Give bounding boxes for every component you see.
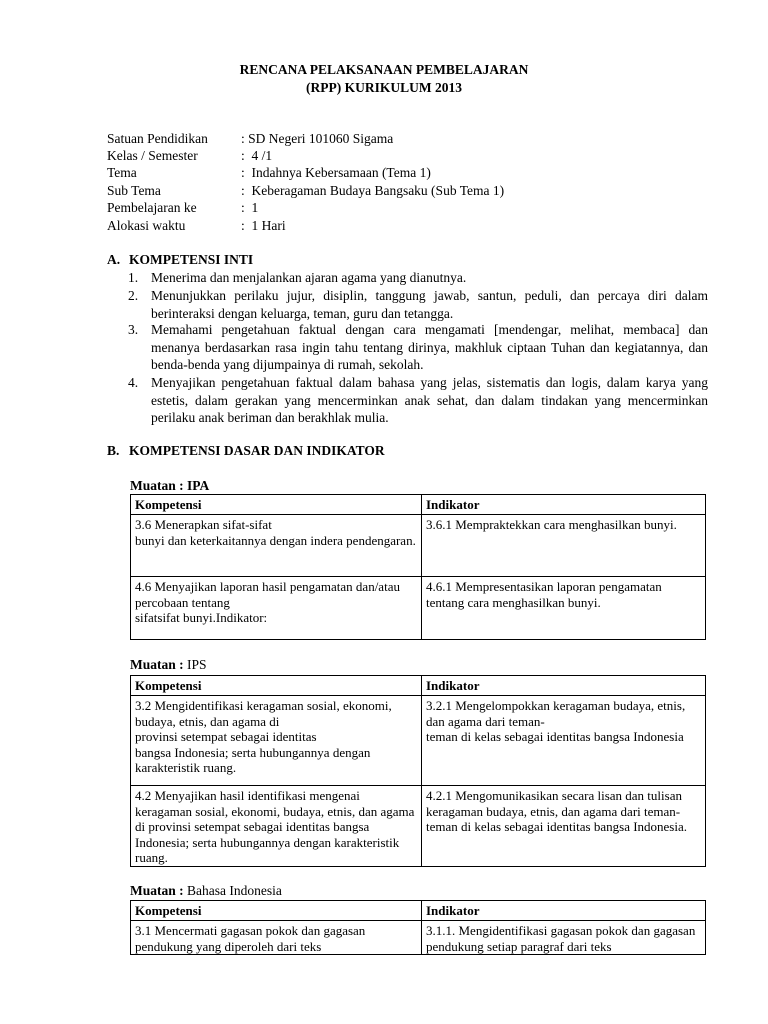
list-number: 1. xyxy=(128,270,139,285)
table-header-row xyxy=(131,901,706,921)
identity-label: Pembelajaran ke xyxy=(107,200,197,215)
list-number: 3. xyxy=(128,322,139,337)
muatan-label: Muatan : xyxy=(130,478,184,493)
muatan-bindo-label xyxy=(130,883,282,899)
column-header-kompetensi: Kompetensi xyxy=(131,676,422,696)
kompetensi-cell: 3.6 Menerapkan sifat-sifat bunyi dan keterkaitannya dengan indera pendengaran. xyxy=(131,515,422,577)
indikator-cell: 4.6.1 Mempresentasikan laporan pengamatan tentang cara menghasilkan bunyi. xyxy=(422,577,706,640)
column-header-kompetensi: Kompetensi xyxy=(131,495,422,515)
indikator-cell: 3.2.1 Mengelompokkan keragaman budaya, etnis, dan agama dari teman- teman di kelas sebagai identitas bangsa Indonesia xyxy=(422,696,706,786)
muatan-subject: IPA xyxy=(183,478,210,493)
list-number: 4. xyxy=(128,375,139,390)
column-header-kompetensi: Kompetensi xyxy=(131,901,422,921)
identity-label: Alokasi waktu xyxy=(107,218,186,233)
identity-value: : 4 /1 xyxy=(241,148,273,163)
identity-value: : Indahnya Kebersamaan (Tema 1) xyxy=(241,165,431,180)
table-row xyxy=(131,786,706,867)
document-title-line2: (RPP) KURIKULUM 2013 xyxy=(306,80,462,95)
muatan-subject: IPS xyxy=(183,657,207,672)
list-item xyxy=(128,269,708,287)
identity-label: Sub Tema xyxy=(107,183,161,198)
table-header-row xyxy=(131,495,706,515)
list-item xyxy=(128,287,708,322)
section-title: KOMPETENSI INTI xyxy=(129,252,254,267)
indikator-cell: 4.2.1 Mengomunikasikan secara lisan dan tulisan keragaman budaya, etnis, dan agama dari teman-teman di kelas sebagai identitas bangsa Indonesia. xyxy=(422,786,706,867)
muatan-ipa-label xyxy=(130,478,209,494)
column-header-indikator: Indikator xyxy=(422,901,706,921)
muatan-ips-label xyxy=(130,657,207,673)
identity-value: : 1 Hari xyxy=(241,218,286,233)
identity-value: : 1 xyxy=(241,200,259,215)
identity-label: Satuan Pendidikan xyxy=(107,131,208,146)
section-b-heading xyxy=(107,443,385,459)
section-letter: B. xyxy=(107,443,120,458)
document-title-line1: RENCANA PELAKSANAAN PEMBELAJARAN xyxy=(239,62,529,77)
section-title: KOMPETENSI DASAR DAN INDIKATOR xyxy=(129,443,385,458)
table-row xyxy=(131,515,706,577)
list-text: Menunjukkan perilaku jujur, disiplin, tanggung jawab, santun, peduli, dan percaya diri dalam berinteraksi dengan keluarga, teman, guru dan tetangga. xyxy=(151,288,708,321)
section-letter: A. xyxy=(107,252,121,267)
identity-value: : Keberagaman Budaya Bangsaku (Sub Tema 1) xyxy=(241,183,505,198)
ipa-table xyxy=(130,494,706,640)
table-row xyxy=(131,921,706,955)
table-row xyxy=(131,696,706,786)
identity-value: : SD Negeri 101060 Sigama xyxy=(241,131,394,146)
identity-label: Kelas / Semester xyxy=(107,148,198,163)
indikator-cell: 3.1.1. Mengidentifikasi gagasan pokok dan gagasan pendukung setiap paragraf dari teks xyxy=(422,921,706,955)
table-row xyxy=(131,577,706,640)
kompetensi-cell: 3.2 Mengidentifikasi keragaman sosial, ekonomi, budaya, etnis, dan agama di provinsi setempat sebagai identitas bangsa Indonesia; serta hubungannya dengan karakteristik ruang. xyxy=(131,696,422,786)
list-item xyxy=(128,321,708,374)
bindo-table xyxy=(130,900,706,955)
list-text: Menyajikan pengetahuan faktual dalam bahasa yang jelas, sistematis dan logis, dalam karya yang estetis, dalam gerakan yang mencerminkan anak sehat, dan dalam tindakan yang mencerminkan perilaku anak beriman dan berakhlak mulia. xyxy=(151,375,708,425)
indikator-cell: 3.6.1 Mempraktekkan cara menghasilkan bunyi. xyxy=(422,515,706,577)
ips-table xyxy=(130,675,706,867)
list-text: Memahami pengetahuan faktual dengan cara mengamati [mendengar, melihat, membaca] dan menanya berdasarkan rasa ingin tahu tentang dirinya, makhluk ciptaan Tuhan dan kegiatannya, dan benda-benda yang dijumpainya di rumah, sekolah. xyxy=(151,322,708,372)
muatan-label: Muatan : xyxy=(130,883,184,898)
muatan-label: Muatan : xyxy=(130,657,184,672)
column-header-indikator: Indikator xyxy=(422,495,706,515)
kompetensi-cell: 4.2 Menyajikan hasil identifikasi mengenai keragaman sosial, ekonomi, budaya, etnis, dan agama di provinsi setempat sebagai identitas bangsa Indonesia; serta hubungannya dengan karakteristik ruang. xyxy=(131,786,422,867)
kompetensi-cell: 4.6 Menyajikan laporan hasil pengamatan dan/atau percobaan tentang sifatsifat bunyi.Indikator: xyxy=(131,577,422,640)
table-header-row xyxy=(131,676,706,696)
kompetensi-cell: 3.1 Mencermati gagasan pokok dan gagasan pendukung yang diperoleh dari teks xyxy=(131,921,422,955)
list-item xyxy=(128,374,708,427)
column-header-indikator: Indikator xyxy=(422,676,706,696)
muatan-subject: Bahasa Indonesia xyxy=(183,883,282,898)
list-number: 2. xyxy=(128,288,139,303)
section-a-heading xyxy=(107,252,253,268)
identity-label: Tema xyxy=(107,165,137,180)
list-text: Menerima dan menjalankan ajaran agama yang dianutnya. xyxy=(151,270,467,285)
